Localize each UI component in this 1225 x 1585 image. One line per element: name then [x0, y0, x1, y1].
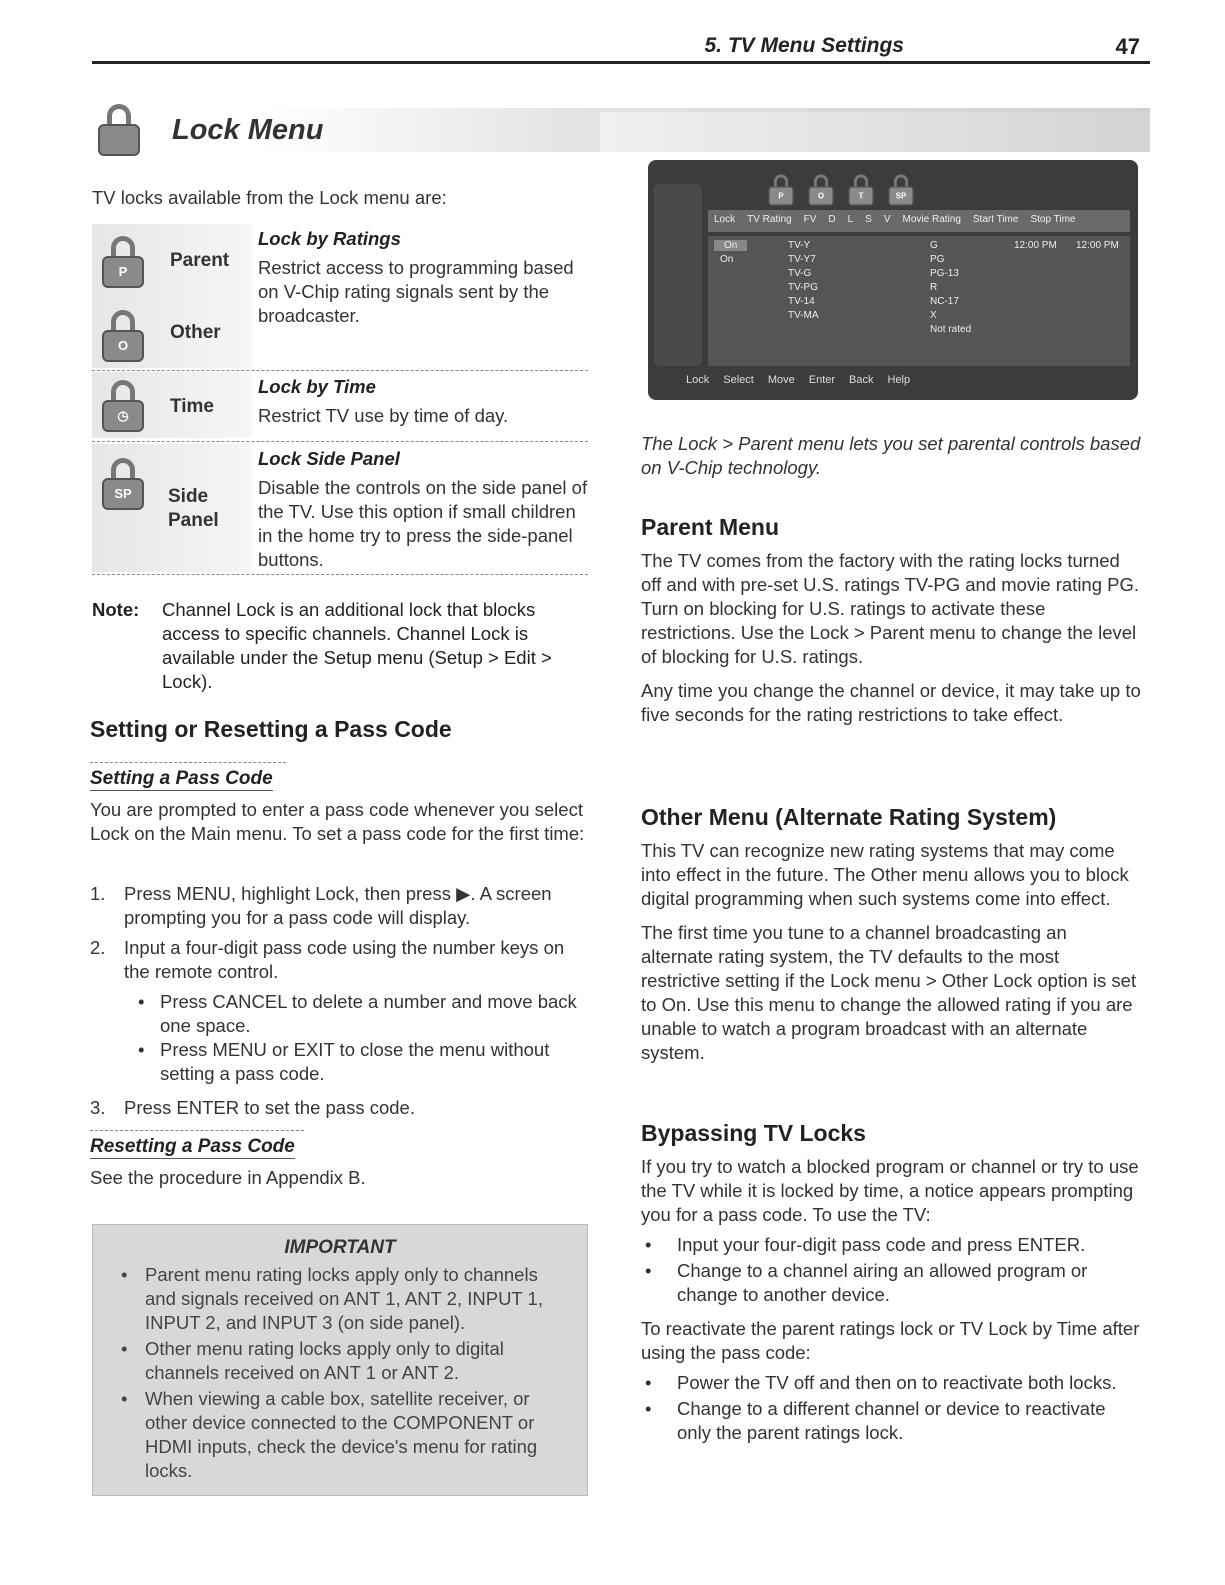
tab-stop-time: Stop Time	[1030, 214, 1076, 225]
lock-by-time-title: Lock by Time	[258, 376, 376, 397]
tab-lock: Lock	[714, 214, 736, 225]
panel-label: Panel	[168, 510, 219, 531]
divider	[92, 370, 588, 371]
bypassing-heading: Bypassing TV Locks	[641, 1120, 866, 1146]
movie-rating: G	[930, 240, 938, 251]
other-lock-icon: O	[102, 310, 144, 362]
tv-rating: TV-MA	[788, 310, 819, 321]
parent-label: Parent	[170, 250, 230, 271]
resetting-pass-code-text: See the procedure in Appendix B.	[90, 1167, 366, 1188]
step-text: Input a four-digit pass code using the number keys on the remote control.	[124, 937, 565, 982]
parent-tab-icon: P	[768, 174, 793, 205]
other-menu-p1: This TV can recognize new rating systems that may come into effect in the future. The Other menu allows you to block digital programming when such systems come into effect.	[641, 840, 1129, 909]
important-box	[92, 1224, 588, 1496]
footer-select: Select	[723, 374, 754, 386]
step-number: 1.	[90, 883, 106, 904]
sub-bullet-text: Press CANCEL to delete a number and move back one space.	[160, 991, 577, 1036]
setting-pass-code-title: Setting a Pass Code	[90, 768, 273, 789]
movie-rating: NC-17	[930, 296, 959, 307]
start-time: 12:00 PM	[1014, 240, 1057, 251]
other-tab-icon: O	[808, 174, 833, 205]
page-header	[92, 32, 1150, 64]
bypassing-p2: To reactivate the parent ratings lock or TV Lock by Time after using the pass code:	[641, 1318, 1140, 1363]
setting-pass-code-text: You are prompted to enter a pass code whenever you select Lock on the Main menu. To set a pass code for the first time:	[90, 799, 585, 844]
pass-code-steps	[90, 882, 590, 1122]
important-item: • Other menu rating locks apply only to digital channels received on ANT 1 or ANT 2.	[109, 1337, 571, 1385]
footer-move: Move	[767, 374, 795, 386]
footer-back: Back	[849, 374, 874, 386]
tv-footer	[656, 374, 1130, 394]
step-number: 3.	[90, 1097, 106, 1118]
parent-menu-p1: The TV comes from the factory with the rating locks turned off and with pre-set U.S. ratings TV-PG and movie rating PG. Turn on blocking for U.S. ratings to activate these restrictions. Use the Lock > Parent menu to change the level of blocking for U.S. ratings.	[641, 550, 1140, 667]
lock-by-time-box	[92, 372, 588, 438]
step-number: 2.	[90, 937, 106, 958]
step-text: Press MENU, highlight Lock, then press ▶. A screen prompting you for a pass code will display.	[124, 883, 552, 928]
important-item: • When viewing a cable box, satellite receiver, or other device connected to the COMPONENT or HDMI inputs, check the device's menu for rating locks.	[109, 1387, 571, 1483]
resetting-pass-code-title: Resetting a Pass Code	[90, 1136, 295, 1157]
tv-rating-grid	[708, 236, 1130, 366]
other-label: Other	[170, 322, 221, 343]
tv-side-menu	[654, 184, 702, 366]
lock-by-ratings-desc: Restrict access to programming based on V-Chip rating signals sent by the broadcaster.	[258, 257, 574, 326]
padlock-icon	[98, 104, 140, 156]
movie-rating: R	[930, 282, 938, 293]
lock-menu-title: Lock Menu	[172, 114, 324, 146]
movie-rating: PG-13	[930, 268, 959, 279]
bypassing-section	[641, 1120, 1141, 1447]
bypassing-bullet: • Change to a different channel or device to reactivate only the parent ratings lock.	[641, 1397, 1141, 1445]
tv-rating: TV-Y7	[788, 254, 816, 265]
time-lock-icon: ◷	[102, 380, 144, 432]
step-text: Press ENTER to set the pass code.	[124, 1097, 415, 1118]
important-item: • Parent menu rating locks apply only to channels and signals received on ANT 1, ANT 2, INPUT 1, INPUT 2, and INPUT 3 (on side panel).	[109, 1263, 571, 1335]
bypassing-bullet: • Change to a channel airing an allowed program or change to another device.	[641, 1259, 1141, 1307]
lock-side-panel-title: Lock Side Panel	[258, 448, 400, 469]
divider	[90, 762, 286, 763]
time-tab-icon: T	[848, 174, 873, 205]
section-title: 5. TV Menu Settings	[704, 34, 904, 57]
tv-rating: TV-PG	[788, 282, 819, 293]
tv-rating: TV-14	[788, 296, 815, 307]
banner-strip	[600, 112, 1150, 152]
divider	[92, 574, 588, 575]
side-panel-tab-icon: SP	[888, 174, 913, 205]
important-title: IMPORTANT	[284, 1237, 396, 1258]
stop-time: 12:00 PM	[1076, 240, 1119, 251]
channel-lock-note	[92, 598, 588, 694]
tab-fv: FV	[803, 214, 817, 225]
parent-menu-p2: Any time you change the channel or device, it may take up to five seconds for the rating restrictions to take effect.	[641, 680, 1141, 725]
pass-code-heading: Setting or Resetting a Pass Code	[90, 716, 452, 742]
note-text: Channel Lock is an additional lock that blocks access to specific channels. Channel Lock is available under the Setup menu (Setup > Edit > Lock).	[162, 599, 552, 692]
bullet: •	[138, 1039, 145, 1060]
lock-side-panel-box	[92, 444, 588, 572]
tab-v: V	[883, 214, 891, 225]
tv-lock-screen	[648, 160, 1138, 400]
side-panel-lock-icon: SP	[102, 458, 144, 510]
tab-movie-rating: Movie Rating	[902, 214, 961, 225]
figure-caption: The Lock > Parent menu lets you set parental controls based on V-Chip technology.	[641, 433, 1141, 478]
bypassing-p1: If you try to watch a blocked program or channel or try to use the TV while it is locked by time, a notice appears prompting you for a pass code. To use the TV:	[641, 1156, 1139, 1225]
time-label: Time	[170, 396, 215, 417]
other-menu-section	[641, 804, 1141, 1075]
tab-s: S	[865, 214, 872, 225]
parent-lock-icon: P	[102, 236, 144, 288]
lock-by-time-desc: Restrict TV use by time of day.	[258, 405, 509, 426]
tab-tv-rating: TV Rating	[747, 214, 792, 225]
other-menu-heading: Other Menu (Alternate Rating System)	[641, 804, 1057, 830]
page-number: 47	[1115, 34, 1140, 59]
lock-intro: TV locks available from the Lock menu are:	[92, 187, 447, 208]
movie-rating: PG	[930, 254, 945, 265]
lock-value: On	[714, 240, 747, 251]
tv-rating: TV-Y	[788, 240, 811, 251]
parent-menu-section	[641, 514, 1141, 737]
tab-start-time: Start Time	[972, 214, 1019, 225]
movie-rating: Not rated	[930, 324, 972, 335]
lock-side-panel-desc: Disable the controls on the side panel of the TV. Use this option if small children in the home try to press the side-panel buttons.	[258, 477, 588, 570]
side-label: Side	[168, 486, 209, 507]
tv-column-headers	[708, 210, 1130, 232]
movie-rating: X	[930, 310, 937, 321]
bypassing-bullet: • Input your four-digit pass code and press ENTER.	[641, 1233, 1141, 1257]
divider	[92, 441, 588, 442]
lock-by-ratings-box	[92, 224, 588, 368]
lock-by-ratings-title: Lock by Ratings	[258, 228, 401, 249]
bypassing-bullet: • Power the TV off and then on to reactivate both locks.	[641, 1371, 1141, 1395]
footer-help: Help	[887, 374, 911, 386]
other-menu-p2: The first time you tune to a channel broadcasting an alternate rating system, the TV defaults to the most restrictive setting if the Lock menu > Other Lock option is set to On. Use this menu to change the allowed rating if you are unable to watch a program broadcast with an alternate system.	[641, 922, 1137, 1063]
bullet: •	[138, 991, 145, 1012]
tv-rating: TV-G	[788, 268, 812, 279]
tab-l: L	[847, 214, 854, 225]
lock-value: On	[720, 254, 734, 265]
footer-lock: Lock	[686, 374, 710, 386]
tab-d: D	[828, 214, 836, 225]
parent-menu-heading: Parent Menu	[641, 514, 780, 540]
sub-bullet-text: Press MENU or EXIT to close the menu without setting a pass code.	[160, 1039, 550, 1084]
note-label: Note:	[92, 599, 140, 620]
divider	[90, 1130, 304, 1131]
footer-enter: Enter	[808, 374, 836, 386]
